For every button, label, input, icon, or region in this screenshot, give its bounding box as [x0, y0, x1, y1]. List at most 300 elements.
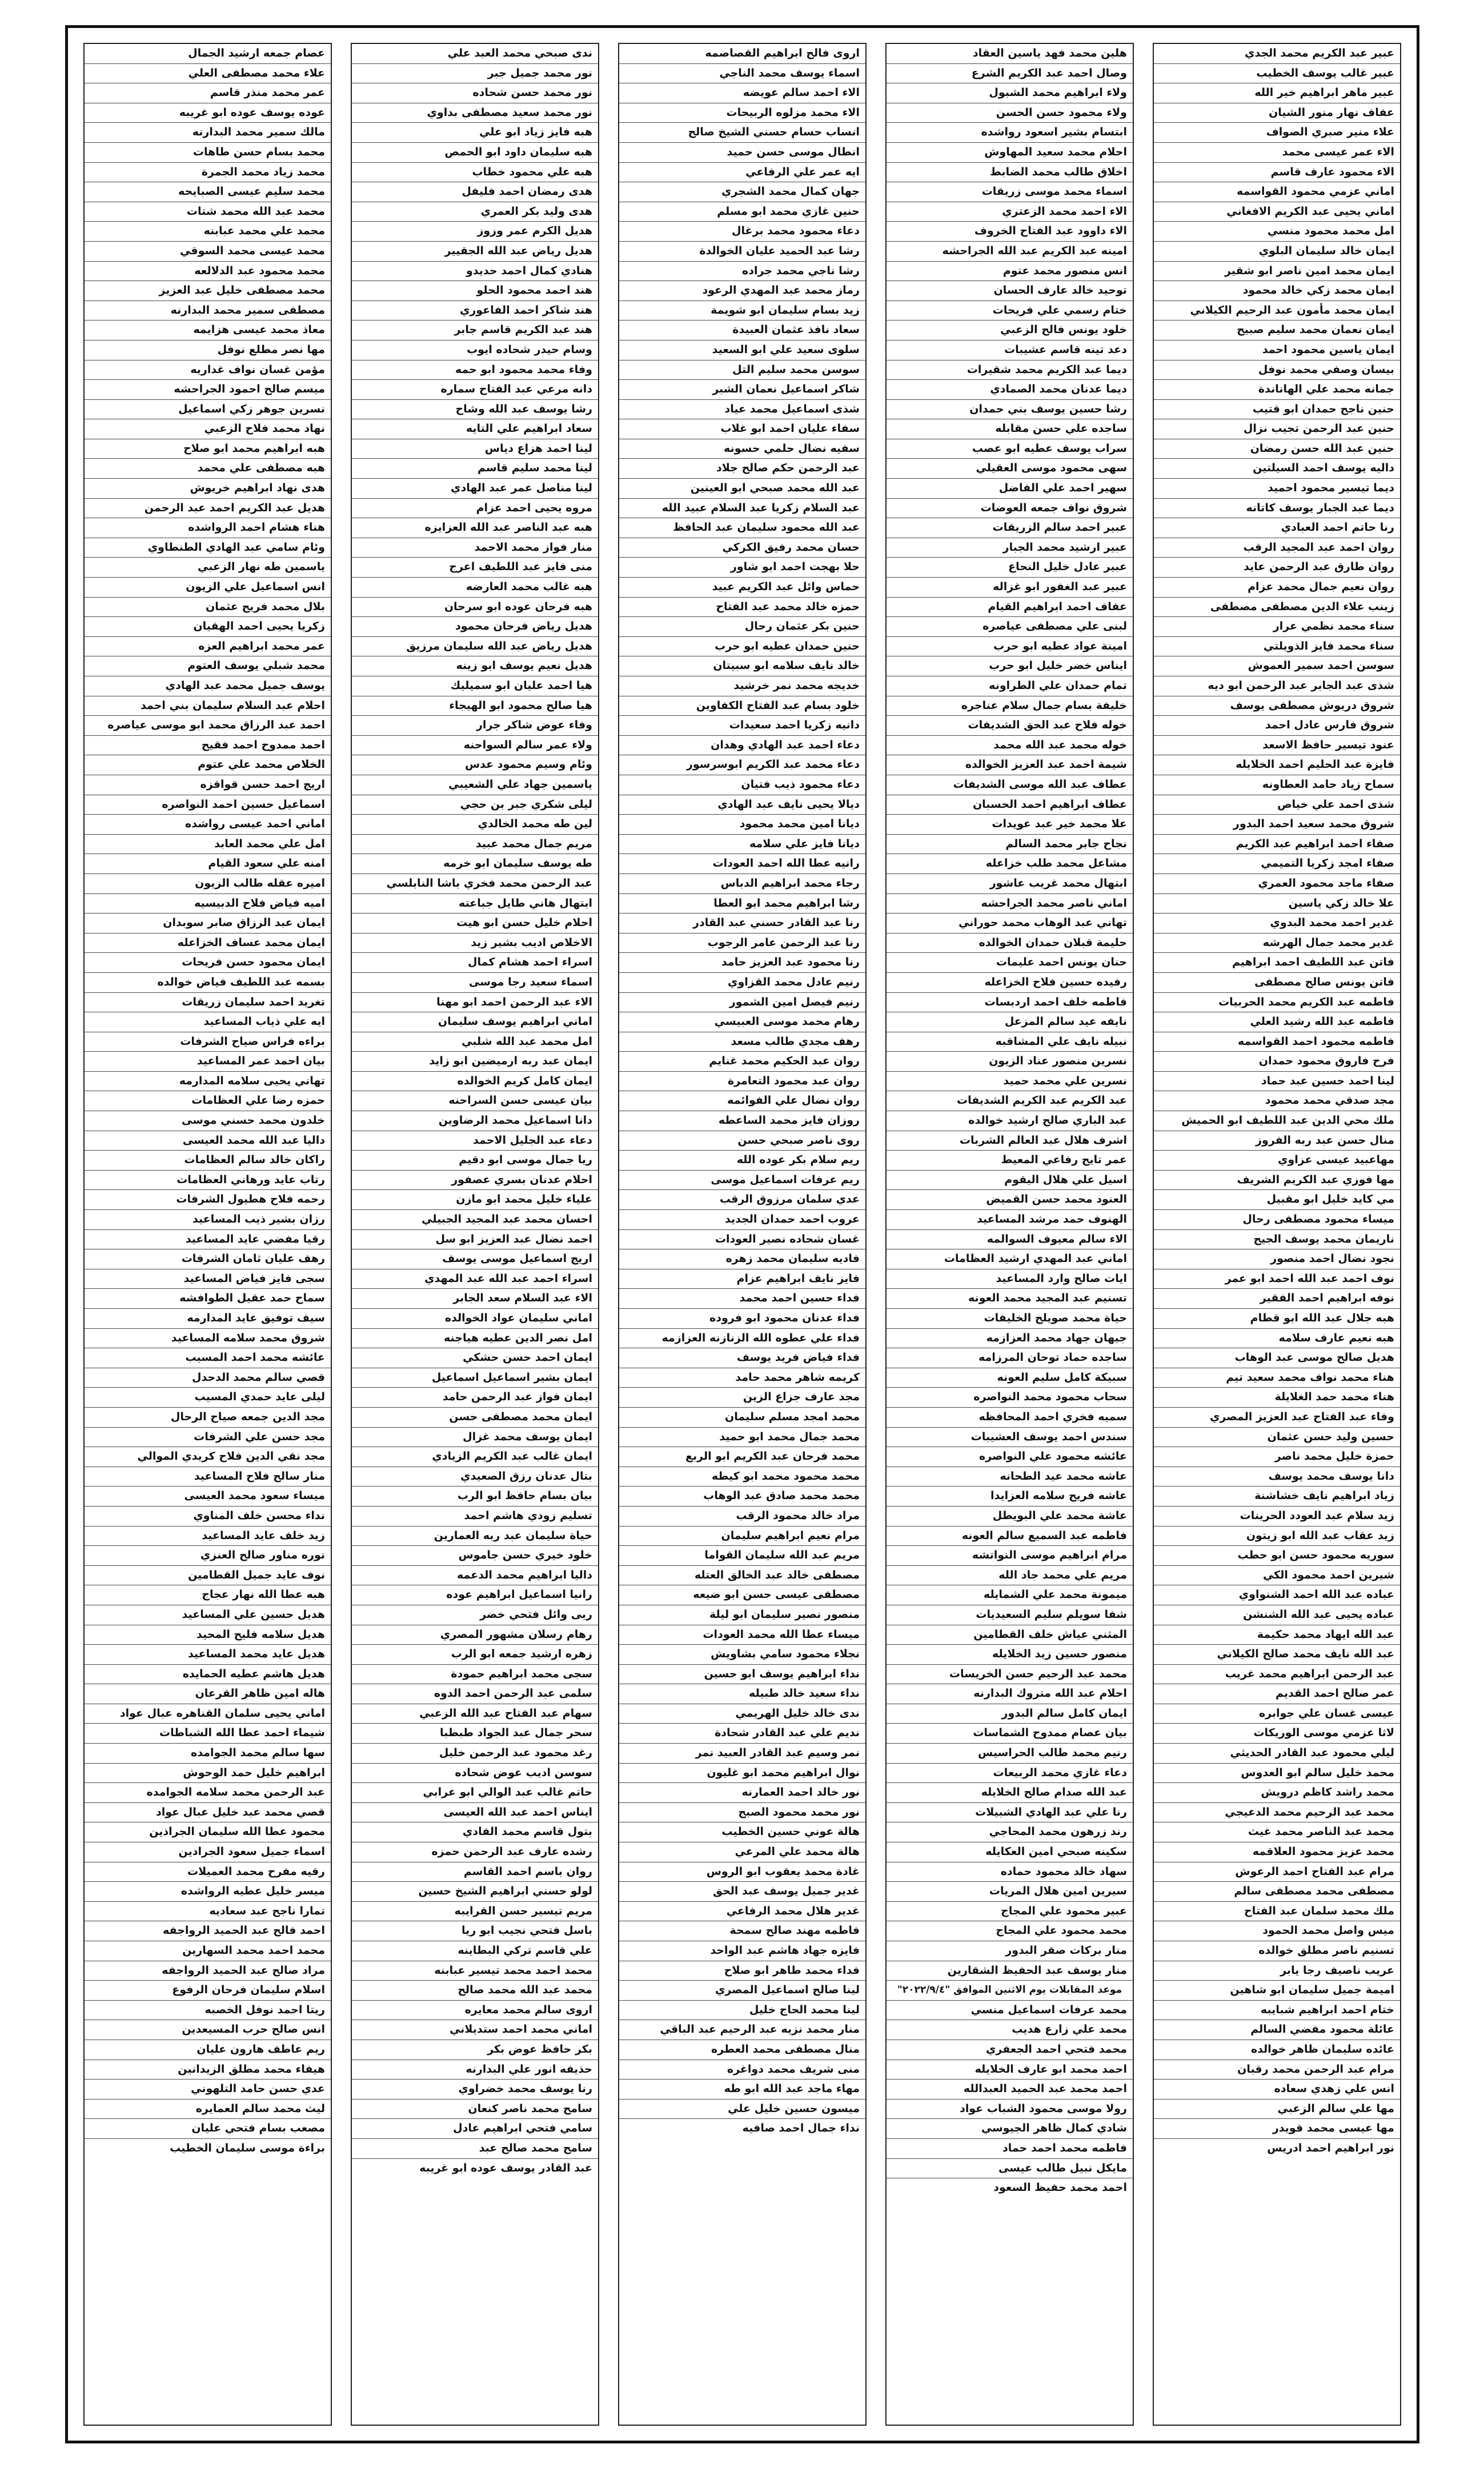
name-cell: احمد عبد الرزاق محمد ابو موسى عياصره [85, 716, 331, 736]
name-cell: مصطفى خالد عبد الخالق العتله [619, 1566, 865, 1586]
name-cell: الاء عمر عيسى محمد [1154, 143, 1400, 163]
name-cell: اسراء احمد عبد الله عبد المهدي [352, 1269, 598, 1289]
name-cell: فداء حسين احمد محمد [619, 1289, 865, 1309]
name-cell: حسين وليد حسن عثمان [1154, 1428, 1400, 1448]
name-cell: مريم جمال محمد عبيد [352, 835, 598, 855]
name-cell: براءة موسى سليمان الخطيب [170, 2141, 325, 2154]
name-cell: حمزة خليل محمد ناصر [1154, 1447, 1400, 1467]
name-cell: اماني عبد المهدي ارشيد العظامات [887, 1249, 1133, 1269]
name-cell: فداء فياض فريد يوسف [619, 1348, 865, 1368]
name-cell: حماس وائل عبد الكريم عبيد [619, 578, 865, 598]
name-cell: عمر محمد ابراهيم العزه [85, 637, 331, 657]
name-cell: امينة عواد عطيه ابو حرب [887, 637, 1133, 657]
name-cell: روان طارق عبد الرحمن عايد [1154, 558, 1400, 578]
name-cell: سفاء عليان احمد ابو غلاب [619, 419, 865, 439]
name-cell: عطاف عبد الله موسى الشديفات [887, 775, 1133, 795]
document-page [65, 25, 1419, 2443]
name-cell: ايمان نعمان محمد سليم صبيح [1154, 320, 1400, 340]
name-cell: منصور حسين زيد الخلايله [887, 1645, 1133, 1665]
name-cell: سوسن محمد سليم التل [619, 360, 865, 380]
name-cell: محمد عبد الله محمد صالح [352, 1981, 598, 2001]
name-cell: شيمة احمد عبد العزيز الخوالده [887, 755, 1133, 775]
name-cell: احمد فالح عبد الحميد الرواجفه [85, 1921, 331, 1941]
name-cell: هناء محمد حمد الغلايلة [1154, 1388, 1400, 1408]
name-cell: هبه جلال عبد الله ابو قطام [1154, 1309, 1400, 1329]
name-cell: زينب علاء الدين مصطفى مصطفى [1154, 598, 1400, 618]
name-cell: رند زرهون محمد المحاجي [887, 1822, 1133, 1842]
name-cell: الاء عبد الرحمن احمد ابو مهنا [352, 993, 598, 1013]
name-cell: اشرف هلال عبد العالم الشربات [887, 1131, 1133, 1151]
name-cell: ريا جمال موسى ابو دقيم [352, 1151, 598, 1171]
name-cell: العنود محمد حسن القميض [887, 1190, 1133, 1210]
name-cell: مصعب بسام فتحي عليان [85, 2119, 331, 2139]
name-cell: وئام وسيم محمود عدس [352, 755, 598, 775]
name-cell: عبير عبد الكريم محمد الجدي [1154, 44, 1400, 64]
name-cell: نبيله نايف علي المشاقبه [887, 1032, 1133, 1052]
name-cell: بسمه عبد اللطيف فياض خوالده [85, 973, 331, 993]
name-cell: رشا ناجي محمد جراده [619, 262, 865, 282]
name-cell: ايمان محمود حسن فريحات [85, 953, 331, 973]
name-cell: رنا عبد القادر حسني عبد القادر [619, 914, 865, 933]
name-cell: شروق محمد سلامه المساعيد [85, 1329, 331, 1349]
name-cell: فاطمه عبد الله رشيد العلي [1154, 1012, 1400, 1032]
name-cell: ندى صبحي محمد العبد علي [352, 44, 598, 64]
name-cell: منار سالح فلاح المساعيد [85, 1467, 331, 1487]
name-cell: عبد الله ايهاد محمد حكيمة [1154, 1625, 1400, 1645]
name-cell: خوله فلاح عبد الحق الشديفات [887, 716, 1133, 736]
name-cell: خالد نايف سلامه ابو سبيتان [619, 656, 865, 676]
name-cell: اخلاق طالب محمد الضابط [887, 163, 1133, 183]
name-cell: عباده يحيى عبد الله الشنشن [1154, 1605, 1400, 1625]
name-cell: معاذ محمد عيسى هزايمه [85, 320, 331, 340]
name-cell: سحر جمال عبد الجواد طبطبا [352, 1724, 598, 1744]
name-cell: عبد الرحمن محمد فخري باشا النابلسي [352, 874, 598, 894]
name-cell: محمد بسام حسن طاهات [85, 143, 331, 163]
name-cell: هدى نهاد ابراهيم خريوش [85, 479, 331, 499]
name-cell: فاطمه محمود احمد القواسمه [1154, 1032, 1400, 1052]
name-cell: هدى رمضان احمد فليفل [352, 182, 598, 202]
name-cell: دعاء عبد الجليل الاحمد [352, 1131, 598, 1151]
name-cell: نوف احمد عبد الله احمد ابو عمر [1154, 1269, 1400, 1289]
name-cell: داليه يوسف احمد السيلتين [1154, 459, 1400, 479]
name-cell: لينا محمد سليم قاسم [352, 459, 598, 479]
name-cell: هديل رياض عبد الله الجقيير [352, 242, 598, 262]
name-cell: نايفه عيد سالم المزعل [887, 1012, 1133, 1032]
name-cell: احمد محمد ابو عارف الخلايله [887, 2060, 1133, 2080]
name-cell: اسماء محمد موسى زريقات [887, 182, 1133, 202]
name-cell: الاء محمود عارف قاسم [1154, 163, 1400, 183]
name-cell: دانا يوسف محمد يوسف [1154, 1467, 1400, 1487]
name-cell: عبد الباري صالح ارشيد خوالده [887, 1111, 1133, 1131]
name-cell: رشا عبد الحميد عليان الخوالدة [619, 242, 865, 262]
interview-date-note: موعد المقابلات يوم الاثنين الموافق "٢٠٢٢/٩/٤" [887, 1981, 1133, 2001]
name-cell: هيا صالح محمود ابو الهيجاء [352, 696, 598, 716]
name-cell: لينا مناصل عمر عبد الهادي [352, 479, 598, 499]
name-cell: لينا احمد حسين عبد حماد [1154, 1072, 1400, 1092]
name-cell: هند عبد الكريم قاسم جابر [352, 320, 598, 340]
name-cell: سحاب محمود محمد النواصره [887, 1388, 1133, 1408]
name-cell: ايمان محمد عساف الخزاعله [85, 933, 331, 953]
name-cell: ابراهيم خليل حمد الوحوش [85, 1764, 331, 1784]
name-cell: دعاء محمود محمد برغال [619, 222, 865, 242]
name-cell: زياد ابراهيم نايف خشاشنة [1154, 1487, 1400, 1507]
name-cell: لينا محمد الحاج خليل [619, 2001, 865, 2021]
name-cell: محمد فرحان عبد الكريم ابو الربع [619, 1447, 865, 1467]
name-cell: عدي سلمان مرزوق الرقب [619, 1190, 865, 1210]
name-cell: وفاء عوض شاكر جرار [352, 716, 598, 736]
name-cell: اريج احمد حسن قواقزه [85, 775, 331, 795]
name-cell: فايزه جهاد هاشم عبد الواحد [619, 1941, 865, 1961]
name-cell: حنين غازي محمد ابو مسلم [619, 202, 865, 222]
name-cell: رشا ابراهيم محمد ابو العطا [619, 894, 865, 914]
name-cell: انطال موسى حسن حميد [619, 143, 865, 163]
name-cell: مرام عبد الرحمن محمد رقبان [1154, 2060, 1400, 2080]
name-cell: اسماء جميل سعود الجرادين [85, 1842, 331, 1862]
name-cell: فداء علي عطوه الله الزنازنه العزازمه [619, 1329, 865, 1349]
name-cell: هالة محمد علي المرعي [619, 1842, 865, 1862]
name-cell: احلام خليل حسن ابو هيت [352, 914, 598, 933]
name-cell: مصطفى محمد مصطفى سالم [1154, 1882, 1400, 1902]
name-cell: احلام عدنان بسري عصفور [352, 1171, 598, 1191]
name-cell: خلدون محمد حسني موسى [85, 1111, 331, 1131]
name-cell: حذيفه انور علي البدارنه [352, 2060, 598, 2080]
name-cell: مجد حسن علي الشرفات [85, 1428, 331, 1448]
name-cell: اسلام سليمان فرحان الرفوع [85, 1981, 331, 2001]
name-cell: اماني محمد احمد ستديلاني [352, 2020, 598, 2040]
name-cell: رقيا مفضي عايد المساعيد [85, 1230, 331, 1250]
name-cell: حاتم غالب عبد الوالي ابو عرابي [352, 1783, 598, 1803]
name-cell: محمد امجد مسلم سليمان [619, 1408, 865, 1428]
name-cell: احلام محمد سعيد المهاوش [887, 143, 1133, 163]
name-cell: نجود نضال احمد منصور [1154, 1249, 1400, 1269]
name-cell: راكان خالد سالم العظامات [85, 1151, 331, 1171]
name-cell: هلين محمد فهد ياسين العقاد [887, 44, 1133, 64]
name-cell: سماح زياد حامد العطاونه [1154, 775, 1400, 795]
name-cell: ميمونة محمد علي الشمايله [887, 1585, 1133, 1605]
name-cell: رولا موسى محمود الشباب عواد [887, 2100, 1133, 2120]
name-cell: محمد احمد محمد تيسير عبابنه [352, 1961, 598, 1981]
name-cell: ايات صالح وارد المساعيد [887, 1269, 1133, 1289]
name-cell: زكريا يحيى احمد الهقيان [85, 617, 331, 637]
name-cell: رشده عارف عبد الرحمن حمزه [352, 1842, 598, 1862]
name-cell: وئام سامي عبد الهادي الطنطاوي [85, 538, 331, 558]
name-cell: داليا عبد الله محمد العيسى [85, 1131, 331, 1151]
name-column-3 [618, 43, 867, 2426]
name-cell: نمر وسيم عبد القادر العبيد نمر [619, 1744, 865, 1764]
name-cell: ديانا امين محمد محمود [619, 815, 865, 835]
name-cell: ايمان فواز عبد الرحمن حامد [352, 1388, 598, 1408]
name-cell: ملك محي الدين عبد اللطيف ابو الحميش [1154, 1111, 1400, 1131]
name-cell: رفيده حسين فلاح الخزاعله [887, 973, 1133, 993]
name-cell: نسرين علي محمد حميد [887, 1072, 1133, 1092]
name-cell: فاطمه عبد السميع سالم العونه [887, 1527, 1133, 1546]
name-cell: سهام عبد الفتاح عبد الله الزعبي [352, 1704, 598, 1724]
name-cell: احمد محمد عبد الحميد العبدالله [887, 2080, 1133, 2100]
name-cell: ابتهال محمد غريب عاشور [887, 874, 1133, 894]
name-cell: هبه نعيم عارف سلامه [1154, 1329, 1400, 1349]
name-cell: سهير احمد علي الفاضل [887, 479, 1133, 499]
name-cell: داليا ابراهيم محمد الدعمه [352, 1566, 598, 1586]
name-cell: الاخلاص اديب بشير زيد [352, 933, 598, 953]
name-cell: هبه مصطفى علي محمد [85, 459, 331, 479]
name-cell: ميساء عطا الله محمد العودات [619, 1625, 865, 1645]
name-cell: قصي سالم محمد الدحدل [85, 1368, 331, 1388]
name-cell: فرح فاروق محمود حمدان [1154, 1052, 1400, 1072]
name-cell: ناريمان محمد يوسف الجيح [1154, 1230, 1400, 1250]
name-cell: نهاد محمد فلاح الزعبي [85, 419, 331, 439]
name-cell: عبير محمود علي المجاج [887, 1902, 1133, 1922]
name-cell: نديم علي عبد القادر شحادة [619, 1724, 865, 1744]
name-cell: اروى سالم محمد معايره [352, 2001, 598, 2021]
name-cell: ايمان خالد سليمان البلوي [1154, 242, 1400, 262]
name-cell: نوف عايد جميل القطامين [85, 1566, 331, 1586]
name-cell: سوريه محمود حسن ابو حطب [1154, 1546, 1400, 1566]
name-cell: ولاء عمر سالم السواحنه [352, 736, 598, 756]
name-cell: روان عبد محمود التعامرة [619, 1072, 865, 1092]
name-cell: الاء احمد سالم عويضه [619, 83, 865, 103]
name-cell: مالك سمير محمد البدارنه [85, 123, 331, 143]
name-list-grid [83, 43, 1401, 2426]
name-cell: بيان احمد عمر المساعيد [85, 1052, 331, 1072]
name-cell: نوال ابراهيم محمد ابو غليون [619, 1764, 865, 1784]
name-cell: بيان عيسى حسن السراحنه [352, 1091, 598, 1111]
name-cell: نسرين منصور عناد الزيون [887, 1052, 1133, 1072]
name-cell: فاديه سليمان محمد زهره [619, 1249, 865, 1269]
name-cell: جهان كمال محمد الشجري [619, 182, 865, 202]
name-cell: خوله محمد عبد الله محمد [887, 736, 1133, 756]
name-cell: نسرين جوهر زكي اسماعيل [85, 400, 331, 420]
name-cell: رقيه مفرح محمد العميلات [85, 1862, 331, 1882]
name-cell: غسان شحاده نصير العودات [619, 1230, 865, 1250]
name-cell: الاء داوود عبد الفتاح الخروف [887, 222, 1133, 242]
name-cell: منال حسن عبد ربه الفروز [1154, 1131, 1400, 1151]
name-cell: نور محمد حسن شحاده [352, 83, 598, 103]
name-cell: سامي فتحي ابراهيم عادل [352, 2119, 598, 2139]
name-cell: تسنيم ناصر مطلق خوالده [1154, 1941, 1400, 1961]
name-cell: هبه غالب محمد العارضه [352, 578, 598, 598]
name-cell: سناء محمد فايز الذويلتي [1154, 637, 1400, 657]
name-cell: جيهان جهاد محمد العزازمه [887, 1329, 1133, 1349]
name-cell: ابتهال هاني طايل جباعته [352, 894, 598, 914]
name-cell: مريم تيسير حسن القرايبه [352, 1902, 598, 1922]
name-cell: ديالا يحيى نايف عبد الهادي [619, 795, 865, 815]
name-cell: توحيد خالد عارف الحسان [887, 281, 1133, 301]
name-cell: بيسان وصفي محمد نوفل [1154, 360, 1400, 380]
name-cell: محمود عطا الله سليمان الجراذين [85, 1822, 331, 1842]
name-cell: حنين بكر عثمان رحال [619, 617, 865, 637]
name-cell: عمر صالح احمد القديم [1154, 1684, 1400, 1704]
name-cell: عروب احمد حمدان الجديد [619, 1210, 865, 1230]
name-cell: عبير احمد سالم الزريقات [887, 518, 1133, 538]
name-cell: مروه يحيى احمد عزام [352, 499, 598, 519]
name-cell: هديل حسين علي المساعيد [85, 1605, 331, 1625]
name-cell: ابتسام بشير اسعود رواشده [887, 123, 1133, 143]
name-cell: زهره ارشيد جمعه ابو الرب [352, 1645, 598, 1665]
name-cell: انس منصور محمد عتوم [887, 262, 1133, 282]
name-column-4 [351, 43, 599, 2426]
name-cell: فداء محمد طاهر ابو صلاح [619, 1961, 865, 1981]
name-cell: لولو حسني ابراهيم الشيخ حسين [352, 1882, 598, 1902]
name-cell: هبه فايز زياد ابو علي [352, 123, 598, 143]
name-cell: احمد ممدوح احمد فقيح [85, 736, 331, 756]
name-cell: باسل فتحي نجيب ابو ريا [352, 1921, 598, 1941]
name-cell: ندى خالد خليل الهريمي [619, 1704, 865, 1724]
name-cell: وفاء عبد الفتاح عبد العزيز المصري [1154, 1408, 1400, 1428]
name-cell: عبد الله نايف محمد صالح الكيلاني [1154, 1645, 1400, 1665]
name-cell: مصطفى عيسى حسن ابو ضيعه [619, 1585, 865, 1605]
name-cell: دعاء غازي محمد الربيعات [887, 1764, 1133, 1784]
name-cell: علياء خليل محمد ابو مازن [352, 1190, 598, 1210]
name-cell: شيماء احمد عطا الله الشباطات [85, 1724, 331, 1744]
name-cell: ايمان غالب عبد الكريم الزيادي [352, 1447, 598, 1467]
name-cell: سراب يوسف عطيه ابو عصب [887, 439, 1133, 459]
name-cell: غدير هلال محمد الرفاعي [619, 1902, 865, 1922]
name-cell: رنا علي عبد الهادي الشبيلات [887, 1803, 1133, 1823]
name-cell: حسان محمد رفيق الكركي [619, 538, 865, 558]
name-cell: شروق دريوش مصطفى يوسف [1154, 696, 1400, 716]
name-cell: شروق نواف جمعه العوضات [887, 499, 1133, 519]
name-cell: عبير ماهر ابراهيم خير الله [1154, 83, 1400, 103]
name-cell: رانيه عطا الله احمد العودات [619, 854, 865, 874]
name-cell: عبد الرحمن حكم صالح جلاد [619, 459, 865, 479]
name-cell: محمد محمد صادق عبد الوهاب [619, 1487, 865, 1507]
name-cell: نوره مناور صالح العنزي [85, 1546, 331, 1566]
name-cell: محمد محمود علي المجاج [887, 1921, 1133, 1941]
name-cell: مهاعبيد عيسى عزاوي [1154, 1151, 1400, 1171]
name-cell: روان احمد عبد المجيد الرقب [1154, 538, 1400, 558]
name-cell: روى ناصر صبحي حسن [619, 1131, 865, 1151]
name-cell: علا خالد زكي ياسين [1154, 894, 1400, 914]
name-cell: سناء محمد نظمي عرار [1154, 617, 1400, 637]
name-cell: ديانا فايز علي سلامه [619, 835, 865, 855]
name-cell: حنين عبد الرحمن تجيب نزال [1154, 419, 1400, 439]
name-cell: فاتن يونس صالح مصطفى [1154, 973, 1400, 993]
name-cell: هبه فرحان عوده ابو سرحان [352, 598, 598, 618]
name-cell: رحمه فلاح هطيول الشرفات [85, 1190, 331, 1210]
name-cell: محمد عرفات اسماعيل منسي [887, 2001, 1133, 2021]
name-cell: امل علي محمد العابد [85, 835, 331, 855]
name-cell: نور محمد سعيد مصطفى بداوي [352, 103, 598, 123]
name-cell: ميسر خليل عطيه الرواشده [85, 1882, 331, 1902]
name-cell: مها فوزي عبد الكريم الشريف [1154, 1171, 1400, 1191]
name-cell: عباده عبد الله احمد الشنواوي [1154, 1585, 1400, 1605]
name-cell: شذى عبد الجابر عبد الرحمن ابو ديه [1154, 676, 1400, 696]
name-cell: منى فايز عبد اللطيف اعرج [352, 558, 598, 578]
name-cell: سيف توفيق عايد المدارمه [85, 1309, 331, 1329]
name-cell: دعاء احمد عبد الهادي وهدان [619, 736, 865, 756]
name-cell: ايمان كامل سالم البدور [887, 1704, 1133, 1724]
name-cell: ايمان محمد امين ناصر ابو شقير [1154, 262, 1400, 282]
name-cell: روزان فايز محمد الساعطه [619, 1111, 865, 1131]
name-cell: وفاء محمد محمود ابو حمه [352, 360, 598, 380]
name-cell: سعاد نافذ عثمان العبيدة [619, 320, 865, 340]
name-cell: حلا بهجت احمد ابو شاور [619, 558, 865, 578]
name-cell: علاء محمد مصطفى العلي [85, 64, 331, 84]
name-cell: كريمه شاهر محمد حامد [619, 1368, 865, 1388]
name-cell: دانا اسماعيل محمد الرضاوين [352, 1111, 598, 1131]
name-cell: ايمان كامل كريم الخوالده [352, 1072, 598, 1092]
name-cell: ميسم صالح احمود الجراحشه [85, 380, 331, 400]
name-cell: حياة محمد صويلح الخليفات [887, 1309, 1133, 1329]
name-cell: هديل الكرم عمر وزوز [352, 222, 598, 242]
name-cell: زيد بسام سليمان ابو شويمة [619, 301, 865, 321]
name-cell: ديما عبد الكريم محمد شقيرات [887, 360, 1133, 380]
name-cell: الخلاص محمد علي عتوم [85, 755, 331, 775]
name-cell: الهنوف حمد مرشد المساعيد [887, 1210, 1133, 1230]
name-cell: مراد خالد محمود الرقب [619, 1507, 865, 1527]
name-cell: حنين عبد الله حسن رمضان [1154, 439, 1400, 459]
name-cell: ميساء سعود محمد العيسى [85, 1487, 331, 1507]
name-cell: هبه ابراهيم محمد ابو صلاح [85, 439, 331, 459]
name-cell: سامح محمد صالح عبد [352, 2139, 598, 2159]
name-cell: ايمان عبد الرزاق صابر سوبدان [85, 914, 331, 933]
name-cell: الاء محمد مزلوه الربيحات [619, 103, 865, 123]
name-cell: لاثا عزمي موسى الوريكات [1154, 1724, 1400, 1744]
name-cell: غدير محمد جمال الهرشه [1154, 933, 1400, 953]
name-cell: عاشة محمد علي البويطل [887, 1507, 1133, 1527]
name-cell: ميساء محمود مصطفى رحال [1154, 1210, 1400, 1230]
name-cell: رنيم فيصل امين الشمور [619, 993, 865, 1013]
name-cell: سميه فخري احمد المحافظه [887, 1408, 1133, 1428]
name-cell: حمزه خالد محمد عبد الفتاح [619, 598, 865, 618]
name-cell: فاطمه مهند صالح سمحة [619, 1921, 865, 1941]
name-cell: غدير احمد محمد البدوي [1154, 914, 1400, 933]
name-cell: هند احمد محمود الحلو [352, 281, 598, 301]
name-cell: امل محمد عبد الله شلبي [352, 1032, 598, 1052]
name-cell: هناء محمد نواف محمد سعيد تيم [1154, 1368, 1400, 1388]
name-cell: منى شريف محمد دواغره [619, 2060, 865, 2080]
name-cell: بيان عصام ممدوح الشماسات [887, 1724, 1133, 1744]
name-cell: مراد صالح عبد الحميد الرواجفه [85, 1961, 331, 1981]
name-cell: ساجده حماد توحان المرزامه [887, 1348, 1133, 1368]
name-cell: لينا احمد هزاع دياس [352, 439, 598, 459]
name-cell: ايناس خضر خليل ابو حرب [887, 656, 1133, 676]
name-cell: رنا حاتم احمد العبادي [1154, 518, 1400, 538]
name-cell: ايه عمر علي الرفاعي [619, 163, 865, 183]
name-cell: يوسف جميل محمد عبد الهادي [85, 676, 331, 696]
name-cell: عفاف احمد ابراهيم القيام [887, 598, 1133, 618]
name-cell: شروق محمد سعيد احمد البدور [1154, 815, 1400, 835]
name-cell: امينه عبد الكريم عبد الله الجراحشه [887, 242, 1133, 262]
name-cell: ميسون حسين خليل علي [619, 2100, 865, 2120]
name-cell: سجى فايز فياض المساعيد [85, 1269, 331, 1289]
name-cell: محمد عيسى محمد السوقي [85, 242, 331, 262]
name-cell: محمد زياد محمد الجمرة [85, 163, 331, 183]
name-cell: رشا يوسف عبد الله وشاح [352, 400, 598, 420]
name-cell: هديل رياض فرحان محمود [352, 617, 598, 637]
name-cell: هبه عبد الناصر عبد الله العزايزه [352, 518, 598, 538]
name-cell: محمد علي محمد عبابنه [85, 222, 331, 242]
name-cell: براءه فراس صياح الشرفات [85, 1032, 331, 1052]
name-cell: هناء هشام احمد الرواشده [85, 518, 331, 538]
name-cell: عبد الرحمن ابراهيم محمد غريب [1154, 1665, 1400, 1685]
name-cell: منار محمد نزيه عبد الرحيم عبد الباقي [619, 2020, 865, 2040]
name-cell: هبه عطا الله نهار عجاج [85, 1585, 331, 1605]
name-cell: علاء منير صبري الصواف [1154, 123, 1400, 143]
name-cell: اماني احمد عيسى رواشده [85, 815, 331, 835]
name-cell: سعاد ابراهيم علي التايه [352, 419, 598, 439]
name-cell: لين طه محمد الخالدي [352, 815, 598, 835]
name-cell: هنادي كمال احمد حديدو [352, 262, 598, 282]
name-cell: سفيه نضال حلمي حسونه [619, 439, 865, 459]
name-cell: منال مصطفى محمد العطره [619, 2040, 865, 2060]
name-cell: سوسن احمد سمير العموش [1154, 656, 1400, 676]
name-column-5 [83, 43, 332, 2426]
name-cell: رزان بشير ذيب المساعيد [85, 1210, 331, 1230]
name-cell: حياة سليمان عبد ربه العمارين [352, 1527, 598, 1546]
name-cell: هالة عوني حسين الخطيب [619, 1822, 865, 1842]
name-cell: بيان بسام حافظ ابو الرب [352, 1487, 598, 1507]
